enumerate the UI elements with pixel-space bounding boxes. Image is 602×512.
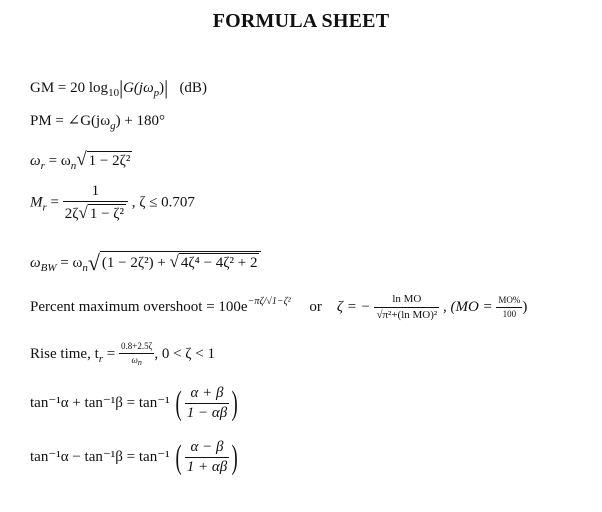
rise-time-formula: Rise time, $t_r$ = $\frac{0.8+2.5\zeta}{\omega n}$ , 0 < ζ < 1 [30, 341, 215, 367]
phase-margin-formula: PM = $\angle G(j\omega_g) + 180^\circ$ [30, 113, 166, 132]
resonant-frequency-formula: $\omega_r = \omega_n√$ 1 − 2ζ² [30, 149, 131, 172]
arctan-difference-formula: tan⁻¹α − tan⁻¹β = tan⁻¹ ( $\frac{\alpha - \beta}{1 + \alpha\beta}$ ) [30, 438, 238, 476]
bandwidth-formula: $\omega_{BW} = \omega_n√$ (1 − 2ζ²) + √ 4ζ⁴ − 4ζ² + 2 [30, 252, 261, 274]
page-title: FORMULA SHEET [212, 10, 390, 32]
overshoot-formula: Percent maximum overshoot = $100e^{-\pi\zeta/√1-\zeta^2}$ or ζ = − $\frac{\text{ln MO}}{\text{√π²+(ln MO)²}}$ , (MO = $\frac{MO\%}{100}$ ) [30, 293, 528, 321]
arctan-sum-formula: tan⁻¹α + tan⁻¹β = tan⁻¹ ( $\frac{\alpha + \beta}{1 - \alpha\beta}$ ) [30, 384, 238, 422]
resonant-peak-formula: $M_r$ = $\frac{1}{\text{2ζ√ 1 − ζ²}}$ , ζ ≤ 0.707 [30, 183, 195, 222]
gain-margin-formula: GM = 20 $\log_{10}|G(j\omega_p)|$ (dB) [30, 77, 207, 99]
